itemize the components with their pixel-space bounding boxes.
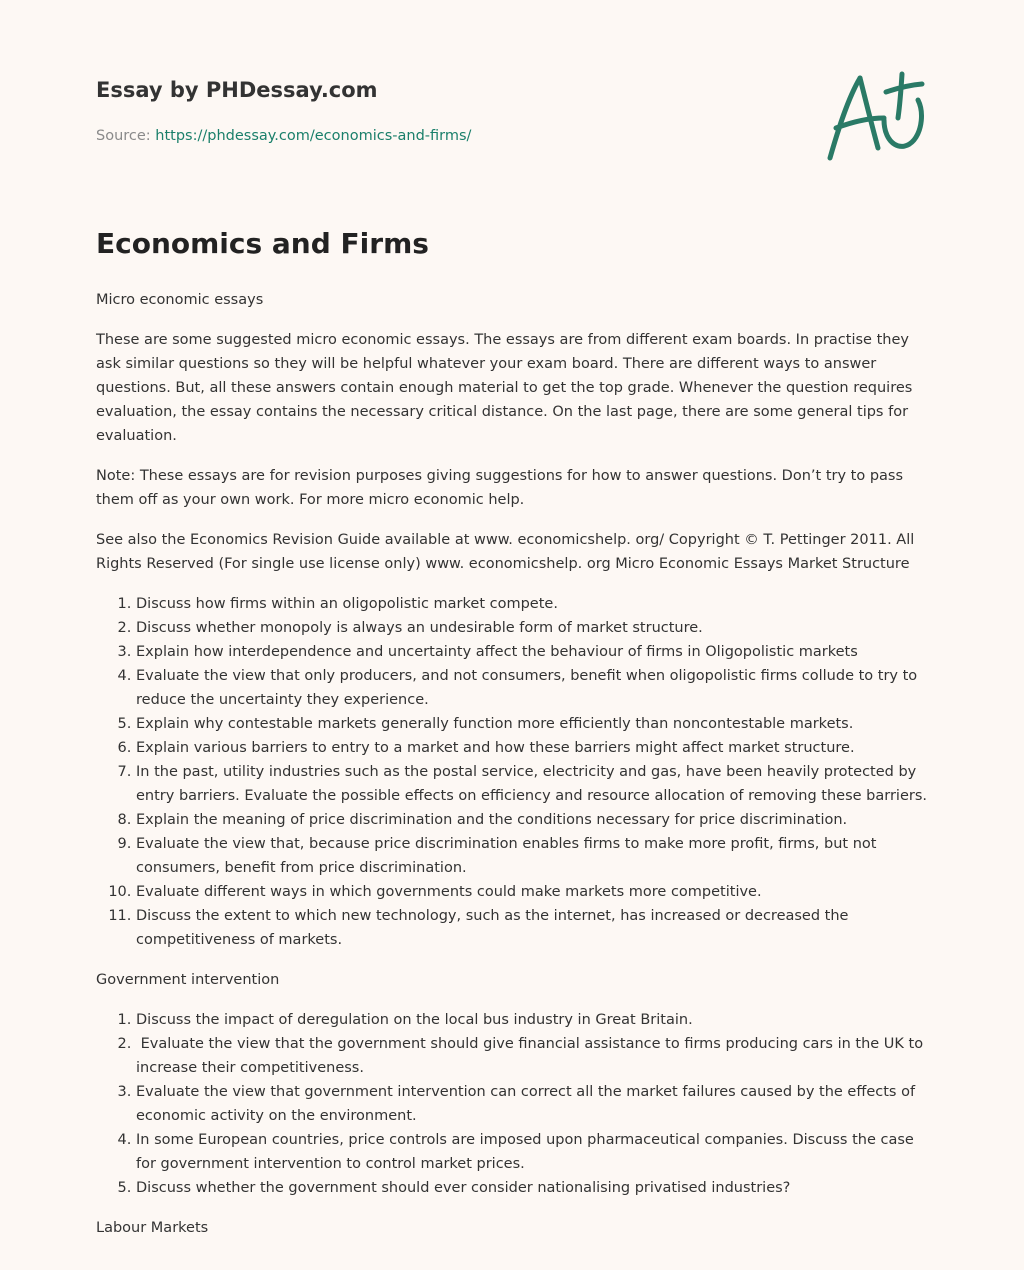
source-line — [96, 126, 928, 146]
list-item: 6. Explain various barriers to entry to a market and how these barriers might affect market structure. — [136, 736, 936, 760]
paragraph-intro: These are some suggested micro economic essays. The essays are from different exam boards. In practise they ask similar questions so they will be helpful whatever your exam board. There are different ways to answer questions. But, all these answers contain enough material to get the top grade. Whenever the question requires evaluation, the essay contains the necessary critical distance. On the last page, there are some general tips for evaluation. — [96, 332, 913, 444]
logo-a-right-stroke — [860, 78, 878, 148]
list-item: 2. Discuss whether monopoly is always an undesirable form of market structure. — [136, 616, 936, 640]
list-item: 3. Explain how interdependence and uncertainty affect the behaviour of firms in Oligopolistic markets — [136, 640, 936, 664]
list-item: 11. Discuss the extent to which new technology, such as the internet, has increased or decreased the competitiveness of markets. — [136, 904, 936, 952]
a-plus-logo-icon — [822, 68, 930, 164]
government-heading: Government intervention — [96, 972, 280, 988]
list-item: 8. Explain the meaning of price discrimination and the conditions necessary for price discrimination. — [136, 808, 936, 832]
paragraph-see-also: See also the Economics Revision Guide available at www. economicshelp. org/ Copyright © T. Pettinger 2011. All Rights Reserved (For single use license only) www. economicshelp. org Micro Economic Essays Market Structure — [96, 532, 915, 572]
source-label: Source: — [96, 128, 151, 144]
government-list — [96, 1008, 936, 1200]
document-header — [96, 74, 928, 174]
paragraph-note: Note: These essays are for revision purposes giving suggestions for how to answer questions. Don’t try to pass them off as your own work. For more micro economic help. — [96, 468, 904, 508]
list-item: 5. Explain why contestable markets generally function more efficiently than noncontestable markets. — [136, 712, 936, 736]
essay-title: Economics and Firms — [96, 227, 429, 260]
list-item: 4. Evaluate the view that only producers, and not consumers, benefit when oligopolistic firms collude to try to reduce the uncertainty they experience. — [136, 664, 936, 712]
list-item: 10. Evaluate different ways in which governments could make markets more competitive. — [136, 880, 936, 904]
labour-heading: Labour Markets — [96, 1220, 209, 1236]
market-structure-list — [96, 592, 936, 952]
list-item: 3. Evaluate the view that government intervention can correct all the market failures caused by the effects of economic activity on the environment. — [136, 1080, 936, 1128]
site-title: Essay by PHDessay.com — [96, 78, 378, 102]
list-item: 7. In the past, utility industries such as the postal service, electricity and gas, have been heavily protected by entry barriers. Evaluate the possible effects on efficiency and resource allocation of removing these barriers. — [136, 760, 936, 808]
intro-heading: Micro economic essays — [96, 292, 264, 308]
list-item: 2. Evaluate the view that the government should give financial assistance to firms producing cars in the UK to increase their competitiveness. — [136, 1032, 936, 1080]
logo-plus-horizontal — [886, 84, 922, 92]
logo-plus-vertical — [898, 74, 902, 118]
list-item: 9. Evaluate the view that, because price discrimination enables firms to make more profit, firms, but not consumers, benefit from price discrimination. — [136, 832, 936, 880]
logo-check-curve — [884, 100, 921, 146]
list-item: 1. Discuss how firms within an oligopolistic market compete. — [136, 592, 936, 616]
list-item: 1. Discuss the impact of deregulation on the local bus industry in Great Britain. — [136, 1008, 936, 1032]
list-item: 4. In some European countries, price controls are imposed upon pharmaceutical companies. Discuss the case for government intervention to control market prices. — [136, 1128, 936, 1176]
essay-content — [96, 224, 936, 1256]
logo-a-left-stroke — [830, 78, 860, 158]
list-item: 5. Discuss whether the government should ever consider nationalising privatised industries? — [136, 1176, 936, 1200]
source-link[interactable]: https://phdessay.com/economics-and-firms/ — [155, 128, 472, 144]
